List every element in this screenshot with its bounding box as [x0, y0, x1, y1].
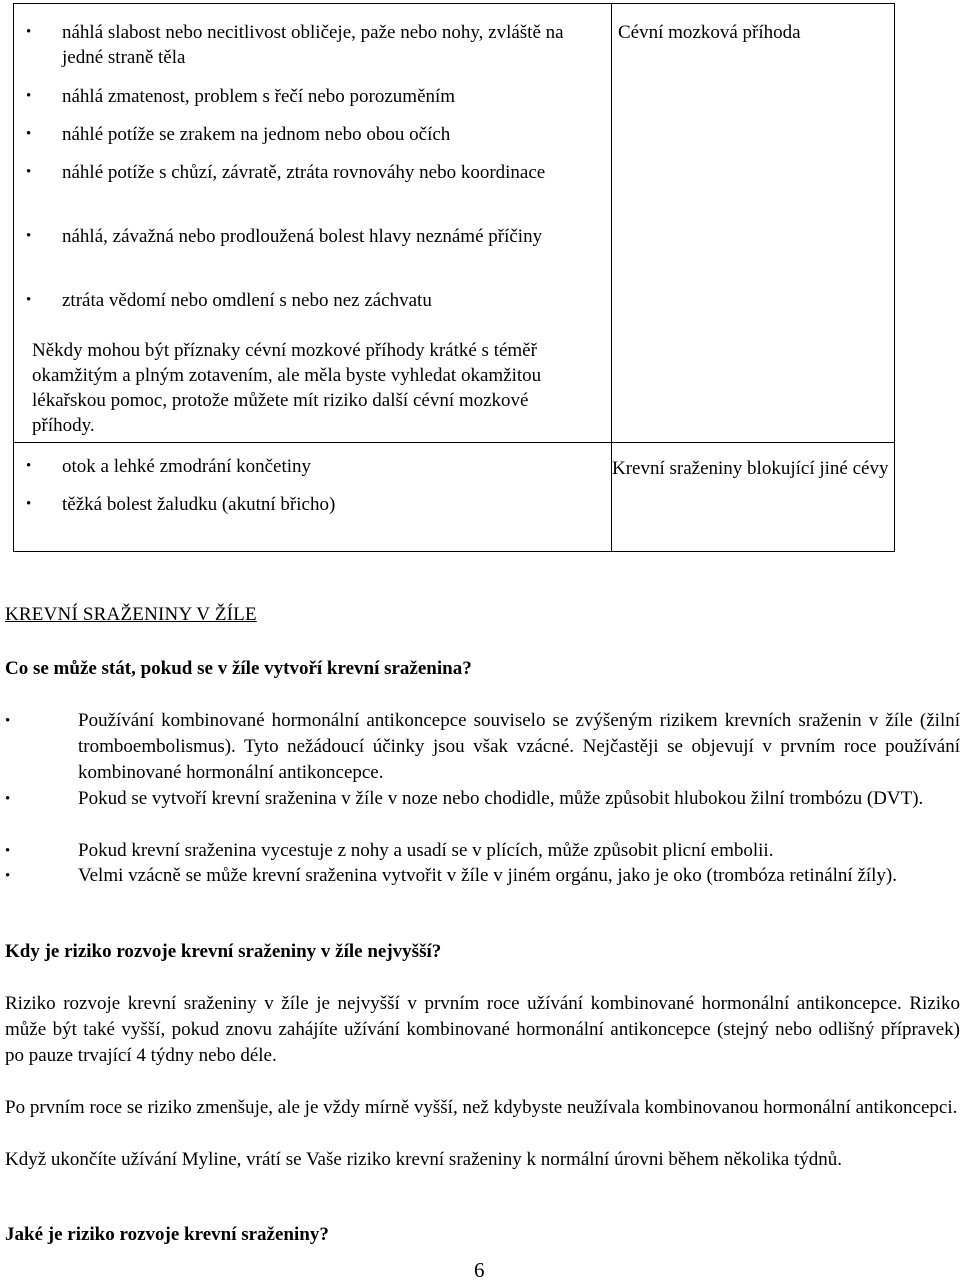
bullet-icon: • — [5, 713, 11, 729]
bullet-text: náhlá slabost nebo necitlivost obličeje, paže nebo nohy, zvláště na jedné straně těla — [62, 22, 564, 68]
bullet-text: náhlá, závažná nebo prodloužená bolest hlavy neznámé příčiny — [62, 226, 543, 247]
bullet-icon: • — [5, 868, 11, 884]
question-heading: Kdy je riziko rozvoje krevní sraženiny v žíle nejvyšší? — [5, 941, 442, 962]
list-item-text: Pokud krevní sraženina vycestuje z nohy a usadí se v plících, může způsobit plicní embolii. — [78, 840, 774, 861]
paragraph: Po prvním roce se riziko zmenšuje, ale je vždy mírně vyšší, než kdybyste neužívala kombinovanou hormonální antikoncepci. — [5, 1097, 958, 1118]
bullet-icon: • — [5, 843, 11, 859]
section-title: KREVNÍ SRAŽENINY V ŽÍLE — [5, 604, 257, 625]
bullet-icon: • — [26, 126, 32, 142]
table-paragraph: Někdy mohou být příznaky cévní mozkové příhody krátké s téměř okamžitým a plným zotavením, ale měla byste vyhledat okamžitou lékařskou pomoc, protože můžete mít riziko další cévní mozkové příhody. — [32, 340, 542, 436]
list-item-text: Velmi vzácně se může krevní sraženina vytvořit v žíle v jiném orgánu, jako je oko (trombóza retinální žíly). — [78, 865, 898, 886]
bullet-icon: • — [26, 228, 32, 244]
question-heading: Jaké je riziko rozvoje krevní sraženiny? — [5, 1224, 329, 1245]
page-number: 6 — [474, 1258, 485, 1282]
bullet-icon: • — [5, 791, 11, 807]
bullet-text: náhlé potíže s chůzí, závratě, ztráta rovnováhy nebo koordinace — [62, 162, 546, 183]
bullet-icon: • — [26, 496, 32, 512]
bullet-icon: • — [26, 292, 32, 308]
paragraph: Riziko rozvoje krevní sraženiny v žíle je nejvyšší v prvním roce užívání kombinované hormonální antikoncepce. Riziko může být také vyšší, pokud znovu zahájíte užívání kombinované hormonální antikoncepce (stejný nebo odlišný přípravek) po pauze trvající 4 týdny nebo déle. — [5, 993, 960, 1066]
bullet-text: náhlé potíže se zrakem na jednom nebo obou očích — [62, 124, 451, 145]
table-row-divider — [14, 442, 894, 443]
question-heading: Co se může stát, pokud se v žíle vytvoří krevní sraženina? — [5, 658, 472, 679]
list-item-text: Používání kombinované hormonální antikoncepce souviselo se zvýšeným rizikem krevních sraženin v žíle (žilní tromboembolismus). Tyto nežádoucí účinky jsou však vzácné. Nejčastěji se objevují v prvním roce používání kombinované hormonální antikoncepce. — [78, 710, 960, 783]
table-condition-label: Krevní sraženiny blokující jiné cévy — [612, 458, 889, 479]
bullet-icon: • — [26, 88, 32, 104]
bullet-text: ztráta vědomí nebo omdlení s nebo nez záchvatu — [62, 290, 432, 311]
bullet-text: těžká bolest žaludku (akutní břicho) — [62, 494, 336, 515]
bullet-icon: • — [26, 24, 32, 40]
paragraph: Když ukončíte užívání Myline, vrátí se Vaše riziko krevní sraženiny k normální úrovni během několika týdnů. — [5, 1149, 843, 1170]
bullet-text: otok a lehké zmodrání končetiny — [62, 456, 312, 477]
table-condition-label: Cévní mozková příhoda — [618, 22, 801, 43]
symptoms-table — [13, 3, 895, 552]
bullet-icon: • — [26, 458, 32, 474]
list-item-text: Pokud se vytvoří krevní sraženina v žíle v noze nebo chodidle, může způsobit hlubokou žilní trombózu (DVT). — [78, 788, 924, 809]
bullet-text: náhlá zmatenost, problem s řečí nebo porozuměním — [62, 86, 456, 107]
bullet-icon: • — [26, 164, 32, 180]
